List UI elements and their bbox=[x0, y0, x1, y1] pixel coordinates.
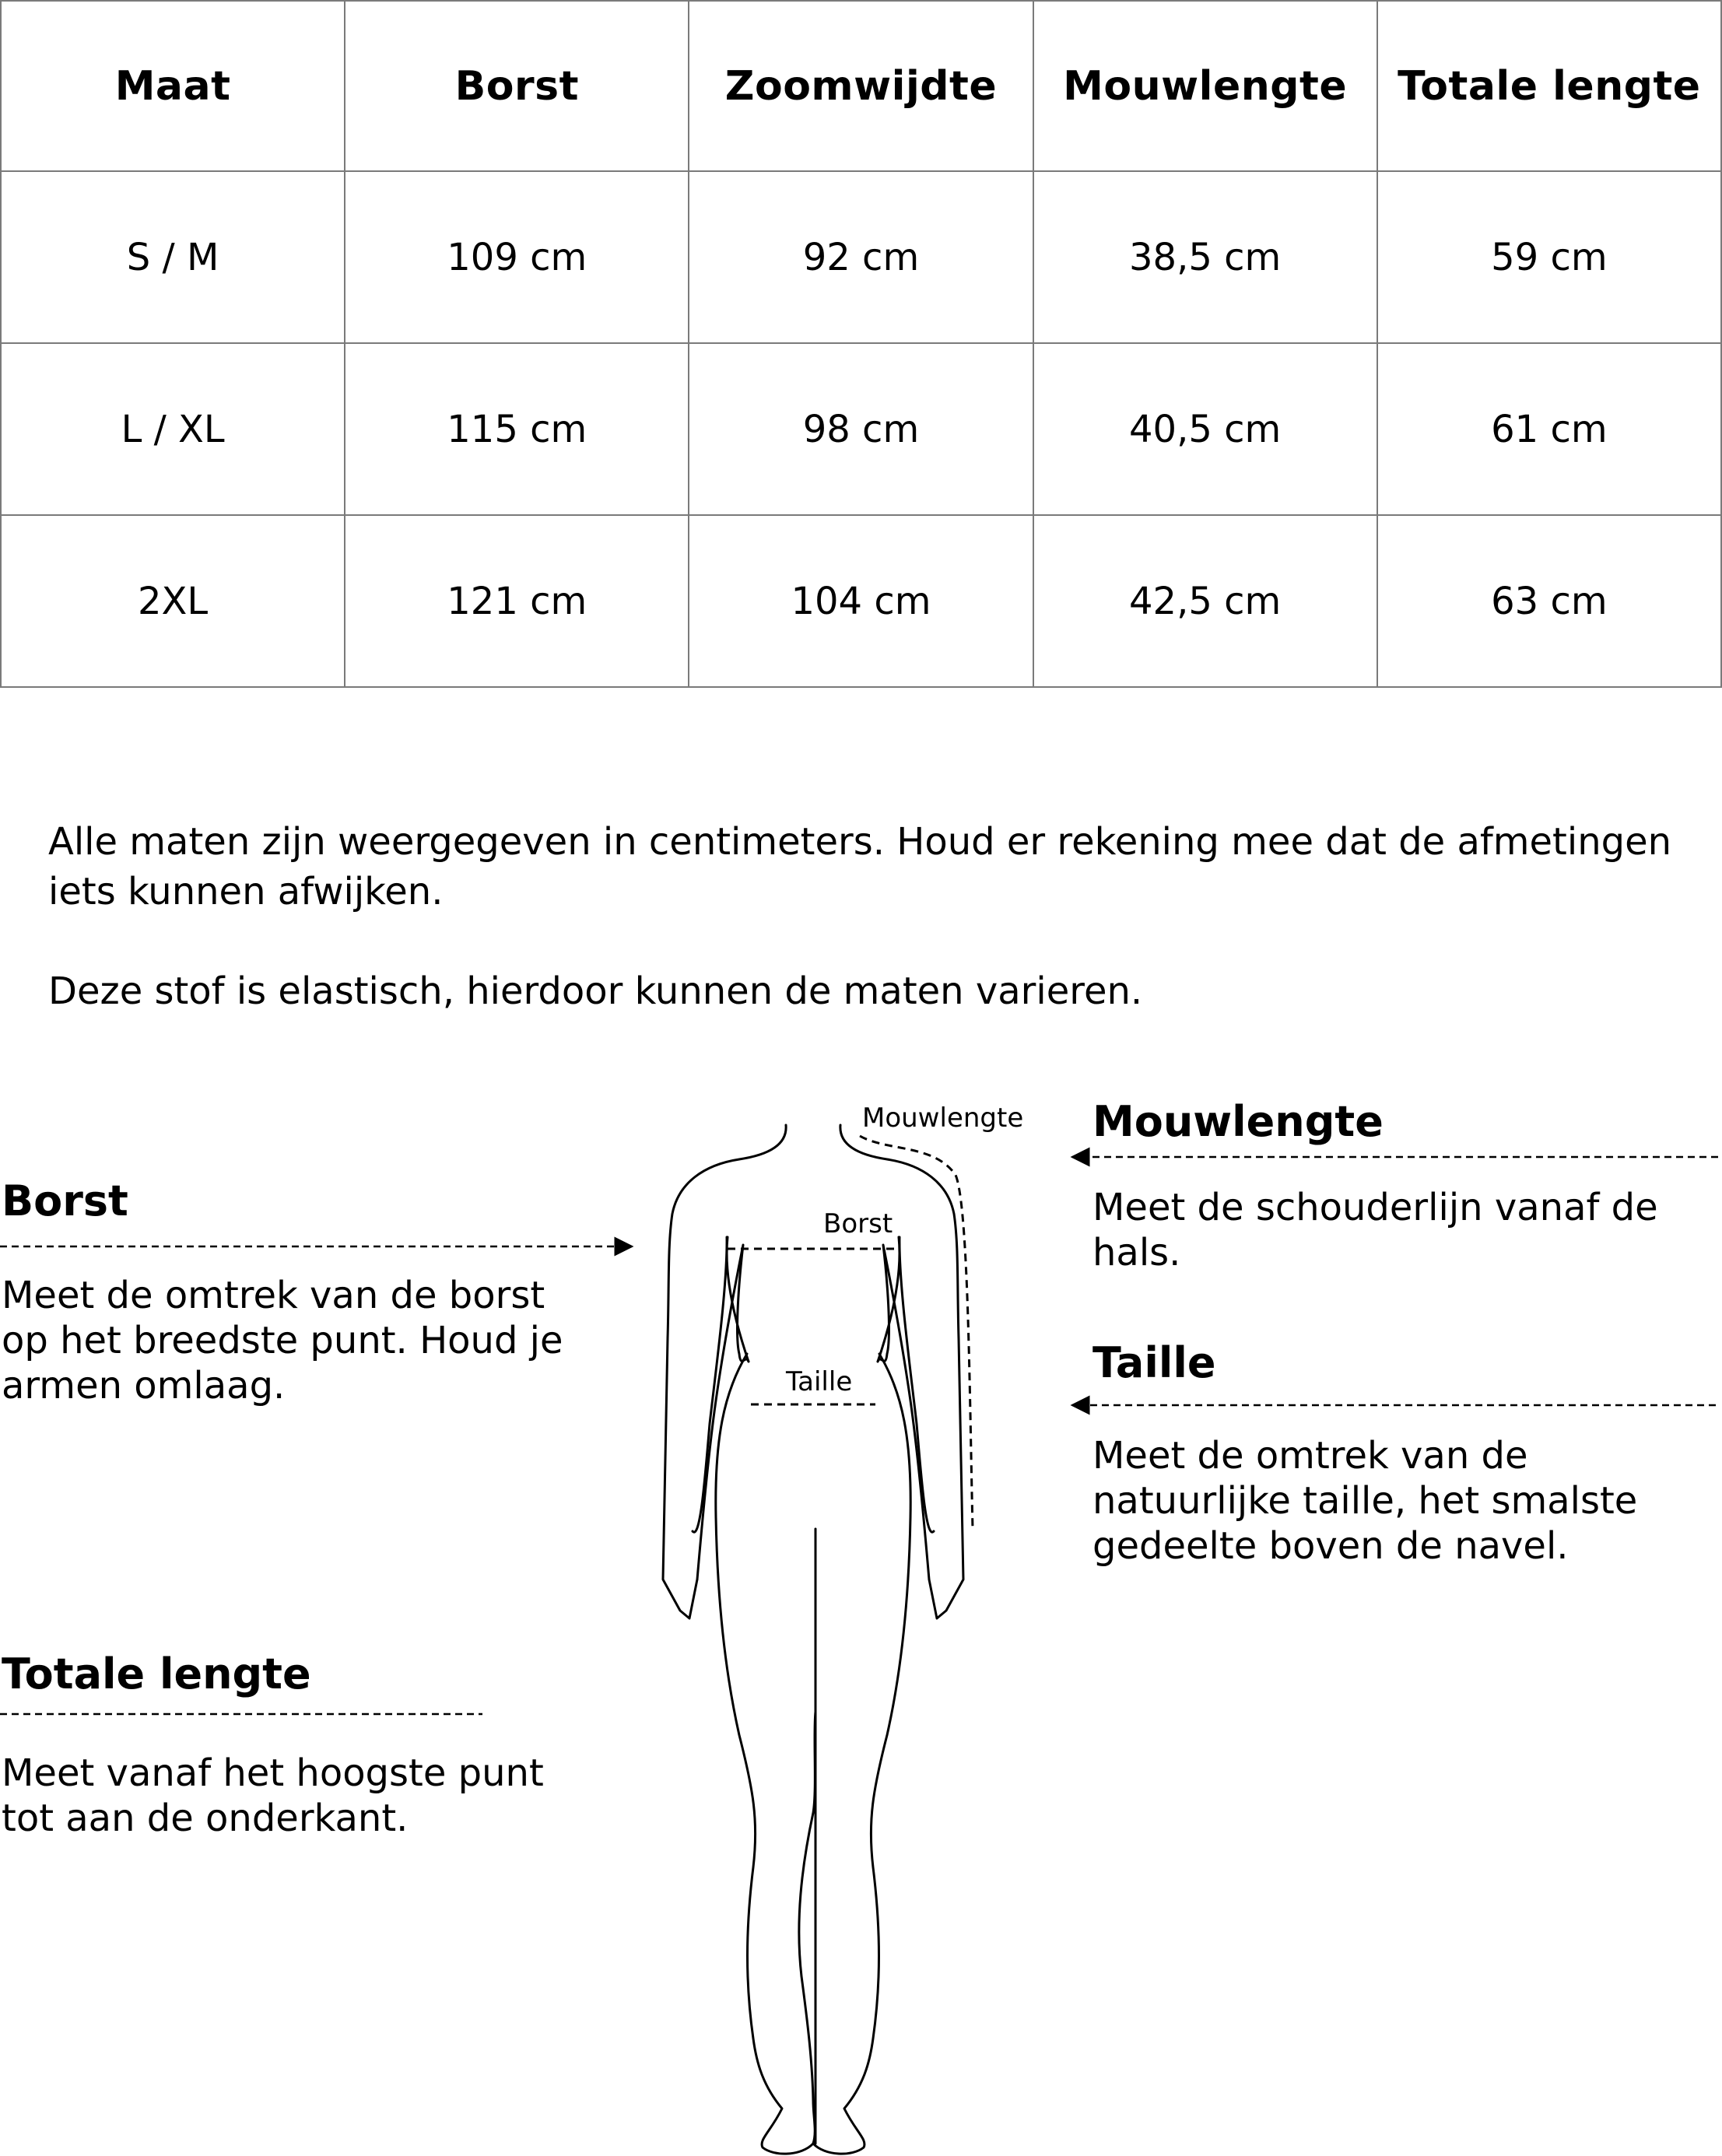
table-cell: 109 cm bbox=[345, 171, 689, 343]
right-shoulder-arm bbox=[840, 1125, 963, 1618]
table-cell: 115 cm bbox=[345, 343, 689, 515]
totale-lengte-description: Meet vanaf het hoogste punt tot aan de onderkant. bbox=[2, 1751, 544, 1840]
table-cell: 42,5 cm bbox=[1033, 515, 1377, 687]
body-outline bbox=[663, 1125, 963, 2154]
header-maat: Maat bbox=[1, 1, 345, 171]
mouwlengte-heading: Mouwlengte bbox=[1092, 1097, 1384, 1146]
table-cell: 61 cm bbox=[1377, 343, 1721, 515]
note-elastic: Deze stof is elastisch, hierdoor kunnen de maten varieren. bbox=[48, 969, 1143, 1013]
taille-description: Meet de omtrek van de natuurlijke taille, het smalste gedeelte boven de navel. bbox=[1092, 1434, 1638, 1568]
table-cell: 40,5 cm bbox=[1033, 343, 1377, 515]
left-torso-leg bbox=[716, 1354, 815, 2154]
left-arm-inner-line bbox=[693, 1237, 727, 1532]
figure-label-mouwlengte: Mouwlengte bbox=[862, 1103, 1024, 1134]
mouwlengte-description: Meet de schouderlijn vanaf de hals. bbox=[1092, 1186, 1658, 1274]
table-cell: 59 cm bbox=[1377, 171, 1721, 343]
note-measurements: Alle maten zijn weergegeven in centimeters. Houd er rekening mee dat de afmetingen iets kunnen afwijken. bbox=[48, 820, 1672, 913]
header-borst: Borst bbox=[345, 1, 689, 171]
table-cell: 121 cm bbox=[345, 515, 689, 687]
header-zoomwijdte: Zoomwijdte bbox=[689, 1, 1033, 171]
table-cell: 92 cm bbox=[689, 171, 1033, 343]
figure-guides bbox=[728, 1136, 973, 1529]
table-cell: S / M bbox=[1, 171, 345, 343]
figure-label-taille: Taille bbox=[786, 1366, 853, 1397]
left-shoulder-arm bbox=[663, 1125, 786, 1618]
totale-lengte-heading: Totale lengte bbox=[2, 1649, 311, 1699]
header-totale-lengte: Totale lengte bbox=[1377, 1, 1721, 171]
borst-description: Meet de omtrek van de borst op het breedste punt. Houd je armen omlaag. bbox=[2, 1274, 563, 1408]
mouwlengte-guide-line bbox=[860, 1136, 973, 1529]
table-cell: 2XL bbox=[1, 515, 345, 687]
figure-label-borst: Borst bbox=[823, 1208, 893, 1239]
table-cell: 104 cm bbox=[689, 515, 1033, 687]
borst-heading: Borst bbox=[2, 1176, 128, 1225]
right-torso-leg bbox=[813, 1354, 910, 2154]
table-cell: 63 cm bbox=[1377, 515, 1721, 687]
header-mouwlengte: Mouwlengte bbox=[1033, 1, 1377, 171]
right-arm-inner-line bbox=[900, 1237, 934, 1532]
table-cell: 98 cm bbox=[689, 343, 1033, 515]
table-cell: L / XL bbox=[1, 343, 345, 515]
table-cell: 38,5 cm bbox=[1033, 171, 1377, 343]
taille-heading: Taille bbox=[1092, 1338, 1216, 1387]
